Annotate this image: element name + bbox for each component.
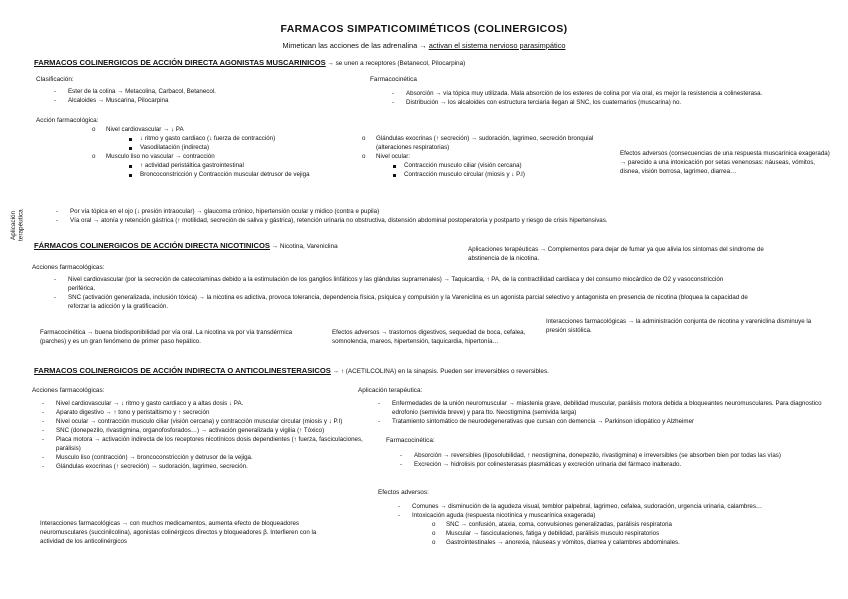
list-item: Broncoconstricción y Contracción muscular detrusor de vejiga	[128, 171, 362, 180]
musculo-liso-list	[128, 162, 362, 180]
list-item	[92, 126, 362, 153]
list-item	[396, 512, 806, 548]
clasificacion-list	[52, 88, 352, 106]
list-item: - SNC (donepezilo, rivastigmina, organofosforados…) → activación generalizada y vigilia (↑ Tóxico)	[40, 427, 366, 436]
list-item: o Gastrointestinales → anorexia, náuseas y vómitos, diarrea y calambres abdominales.	[432, 539, 806, 548]
list-item: - Enfermedades de la unión neuromuscular → miastenia grave, debilidad muscular, parálisis motora debida a bloqueantes neuromusculares. Para diagnostico edrofonio (semivida breve) y para tto. Neostigmina (semivida larga)	[376, 400, 836, 418]
list-item: - Absorción → vía tópica muy utilizada. Mala absorción de los esteres de colina por vía oral, es mejor la resistencia a colinesterasa.	[390, 90, 790, 99]
section3-heading	[34, 365, 834, 376]
subtitle-text: Mimetican las acciones de las adrenalina →	[282, 41, 429, 50]
efectos-label-sec3: Efectos adversos:	[378, 489, 429, 496]
farmacocinetica-label: Farmacocinética	[370, 76, 417, 83]
list-item	[362, 153, 602, 180]
list-item: o Muscular → fasciculaciones, fatiga y debilidad, parálisis musculo respiratorios	[432, 530, 806, 539]
list-item: - Por vía tópica en el ojo (↓ presión intraocular) → glaucoma crónico, hipertensión ocular y midico (contra e pupila)	[54, 208, 834, 217]
farmacocinetica-label-sec3: Farmacocinética:	[386, 437, 435, 444]
list-item: - Aparato digestivo → ↑ tono y peristaltismo y ↑ secreción	[40, 409, 366, 418]
list-item: - Nivel cardiovascular (por la secreción de catecolaminas debido a la estimulación de los ganglios linfáticos y las glándulas suprarrenales) → Taquicardia, ↑ PA, de la contractilidad cardiaca y del consumo miocárdico de O2 y vasoconstricción periférica.	[52, 276, 752, 294]
accion-list	[92, 126, 362, 180]
farmacocinetica-list-sec3	[398, 452, 818, 470]
list-item: o Glándulas exocrinas (↑ secreción) → sudoración, lagrimeo, secreción bronquial (alteraciones respiratorias)	[362, 135, 602, 153]
farmacocinetica-list	[390, 90, 790, 108]
list-item: ↓ ritmo y gasto cardiaco (↓ fuerza de contracción)	[128, 135, 362, 144]
subtitle-underlined: activan el sistema nervioso parasimpático	[428, 41, 566, 50]
ocular-list	[392, 162, 602, 180]
list-item: - Glándulas exocrinas (↑ secreción) → sudoración, lagrimeo, secreción.	[40, 463, 366, 472]
section1-heading	[34, 57, 834, 68]
list-item: - Distribución → los alcaloides con estructura terciaria llegan al SNC, los cuaternarios (muscarina) no.	[390, 99, 790, 108]
section2-heading	[34, 240, 454, 251]
interacciones-sec2: Interacciones farmacológicas → la administración conjunta de nicotina y vareniclina disminuye la presión sistólica.	[546, 318, 812, 334]
nivel-cardio-list	[128, 135, 362, 153]
list-item: - Alcaloides → Muscarina, Pilocarpina	[52, 97, 352, 106]
section2-heading-tail: → Nicotina, Vareniclina	[269, 243, 338, 250]
nivel-ocular: Nivel ocular:	[376, 152, 411, 160]
list-item: - SNC (activación generalizada, inclusión tóxica) → la nicotina es adictiva, provoca tolerancia, dependencia física, psíquica y compulsión y la Vareniclina es un agonista parcial selectivo y antagonista en presencia de nicotina (bloquea la capacidad de reforzar la adicción y la gratificación.	[52, 294, 752, 312]
list-item: - Placa motora → activación indirecta de los receptores nicotínicos dosis dependientes (↑ fuerza, fasciculaciones, parálisis)	[40, 436, 366, 454]
list-item: - Nivel cardiovascular → ↓ ritmo y gasto cardiaco y a altas dosis ↓ PA.	[40, 400, 366, 409]
list-item: - Tratamiento sintomático de neurodegenerativas que cursan con demencia → Parkinson idiopático y Alzheimer	[376, 418, 836, 427]
accion-label: Acción farmacológica:	[36, 117, 99, 124]
list-item: - Vía oral → atonía y retención gástrica (↑ motilidad, secreción de saliva y gástrica), retención urinaria no obstructiva, distensión abdominal postoperatoria y postparto y riesgo de crisis hipertensivas.	[54, 217, 834, 226]
musculo-liso: Musculo liso no vascular → contracción	[106, 152, 215, 160]
clasificacion-label: Clasificación:	[36, 76, 74, 83]
acciones-list-sec3	[40, 400, 366, 472]
intoxicacion-aguda: Intoxicación aguda (respuesta nicotínica y muscarínica exagerada)	[412, 511, 596, 519]
farmacocinetica-sec2: Farmacocinética → buena biodisponibilidad por vía oral. La nicotina va por vía transdérmica (parches) y es un gran fenómeno de primer paso hepático.	[40, 329, 293, 345]
list-item: Contracción musculo ciliar (visión cercana)	[392, 162, 602, 171]
efectos-adversos-sec1: Efectos adversos (consecuencias de una respuesta muscarínica exagerada) → parecido a una intoxicación por setas venenosas: náuseas, vómitos, disnea, visión borrosa, lagrimeo, diarrea…	[620, 150, 830, 175]
section2-heading-title: FÁRMACOS COLINERGICOS DE ACCIÓN DIRECTA NICOTINICOS	[34, 241, 270, 250]
efectos-list-sec3	[396, 503, 806, 548]
page-title: FARMACOS SIMPATICOMIMÉTICOS (COLINERGICOS)	[280, 23, 568, 35]
list-item: - Absorción → reversibles (liposolubilidad, ↑ neostigmina, donepezilo, rivastigmina) e irreversibles (se absorben bien por todas las vías)	[398, 452, 818, 461]
list-item	[92, 153, 362, 180]
acciones-label-sec2: Acciones farmacológicas:	[32, 264, 105, 271]
aplicacion-label-sec3: Aplicación terapéutica:	[358, 387, 423, 394]
interacciones-sec3: Interacciones farmacológicas → con muchos medicamentos, aumenta efecto de bloqueadores neuromusculares (succinilcolina), agonistas colinérgicos directos y bloqueadores β. Interfieren con la actividad de los anticolinérgicos	[40, 520, 317, 545]
list-item: o SNC → confusión, ataxia, coma, convulsiones generalizadas, parálisis respiratoria	[432, 521, 806, 530]
section3-heading-tail: → ↑ (ACETILCOLINA) en la sinapsis. Pueden ser irreversibles o reversibles.	[330, 368, 549, 375]
list-item: - Comunes → disminución de la agudeza visual, temblor palpebral, lagrimeo, cefalea, sudoración, urgencia urinaria, calambres…	[396, 503, 806, 512]
acciones-label-sec3: Acciones farmacológicas:	[32, 387, 105, 394]
list-item: - Musculo liso (contracción) → broncoconstricción y detrusor de la vejiga.	[40, 454, 366, 463]
aplicacion-list-sec3	[376, 400, 836, 427]
list-item: - Ester de la colina → Metacolina, Carbacol, Betanecol.	[52, 88, 352, 97]
acciones-list-sec2	[52, 276, 752, 312]
section1-heading-title: FARMACOS COLINERGICOS DE ACCIÓN DIRECTA AGONISTAS MUSCARINICOS	[34, 58, 326, 67]
list-item: ↑ actividad peristáltica gastrointestinal	[128, 162, 362, 171]
section1-heading-tail: → se unen a receptores (Betanecol, Pilocarpina)	[325, 60, 466, 67]
list-item: Vasodilatación (indirecta)	[128, 144, 362, 153]
nivel-cardio: Nivel cardiovascular → ↓ PA	[106, 126, 184, 133]
efectos-sec2: Efectos adversos → trastornos digestivos, sequedad de boca, cefalea, somnolencia, mareos, hipertensión, taquicardia, hipertonía…	[332, 329, 526, 345]
intoxicacion-list	[432, 521, 806, 548]
list-item: Contracción musculo circular (miosis y ↓ P.I)	[392, 171, 602, 180]
section3-heading-title: FARMACOS COLINERGICOS DE ACCIÓN INDIRECTA O ANTICOLINESTERASICOS	[34, 366, 331, 375]
list-item: - Nivel ocular → contracción musculo ciliar (visión cercana) y contracción muscular circular (miosis y ↓ P.I)	[40, 418, 366, 427]
ocular-glandulas-list	[362, 135, 602, 180]
list-item: - Excreción → hidrolisis por colinesterasas plasmáticas y excreción urinaria del fármaco inalterado.	[398, 461, 818, 470]
aplicacion-list	[54, 208, 834, 226]
aplicacion-vertical-label: Aplicación terapéutica	[10, 209, 25, 241]
page-subtitle	[0, 41, 848, 52]
aplicaciones-sec2: Aplicaciones terapéuticas → Complementos para dejar de fumar ya que alivia los síntomas del síndrome de abstinencia de la nicotina.	[468, 246, 764, 262]
